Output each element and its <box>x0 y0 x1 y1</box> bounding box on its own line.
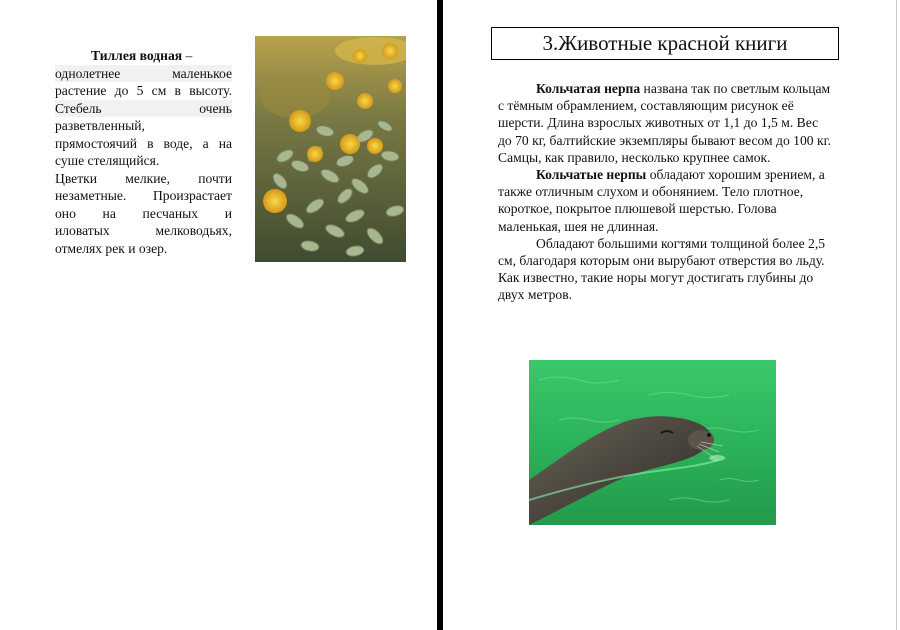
seal-photo <box>529 360 776 525</box>
paragraph <box>498 80 833 166</box>
text-line: незаметные. Произрастает <box>55 188 232 203</box>
page-edge <box>896 0 897 630</box>
plant-name: Тиллея водная <box>91 48 183 63</box>
text-line <box>55 47 232 65</box>
text-line: отмелях рек и озер. <box>55 240 168 256</box>
bold-term: Кольчатая нерпа <box>536 81 641 96</box>
text-line: иловатых мелководьях, <box>55 223 232 238</box>
text-line: однолетнее маленькое <box>55 65 232 81</box>
paragraph-text: обладают хорошим зрением, а также отличным слухом и обонянием. Тело плотное, короткое, покрытое плюшевой шерстью. Голова маленькая, шея не длинная. <box>498 167 825 234</box>
seal-description <box>498 80 833 304</box>
text-line: Цветки мелкие, почти <box>55 170 232 186</box>
left-page <box>0 0 437 630</box>
text-line: Стебель очень <box>55 100 232 116</box>
text-line: оно на песчаных и <box>55 205 232 221</box>
plant-photo <box>255 36 406 262</box>
text-line: разветвленный, <box>55 118 145 133</box>
text-line: растение до 5 см в высоту. <box>55 83 232 98</box>
text-line: – <box>182 48 193 63</box>
paragraph-text: названа так по светлым кольцам с тёмным обрамлением, составляющим рисунок её шерсти. Длина взрослых животных от 1,1 до 1,5 м. Вес до 70 кг, балтийские экземпляры бывают весом до 100 кг. Самцы, как правило, несколько крупнее самок. <box>498 81 832 165</box>
paragraph: Обладают большими когтями толщиной более 2,5 см, благодаря которым они вырубают отверстия во льду. Как известно, такие норы могут достигать глубины до двух метров. <box>498 235 826 303</box>
paragraph <box>498 166 833 235</box>
section-title: 3.Животные красной книги <box>491 27 839 60</box>
plant-description <box>55 47 232 257</box>
text-line: прямостоячий в воде, а на <box>55 135 232 151</box>
text-line: суше стелящийся. <box>55 153 160 168</box>
right-page <box>443 0 900 630</box>
bold-term: Кольчатые нерпы <box>536 167 647 183</box>
